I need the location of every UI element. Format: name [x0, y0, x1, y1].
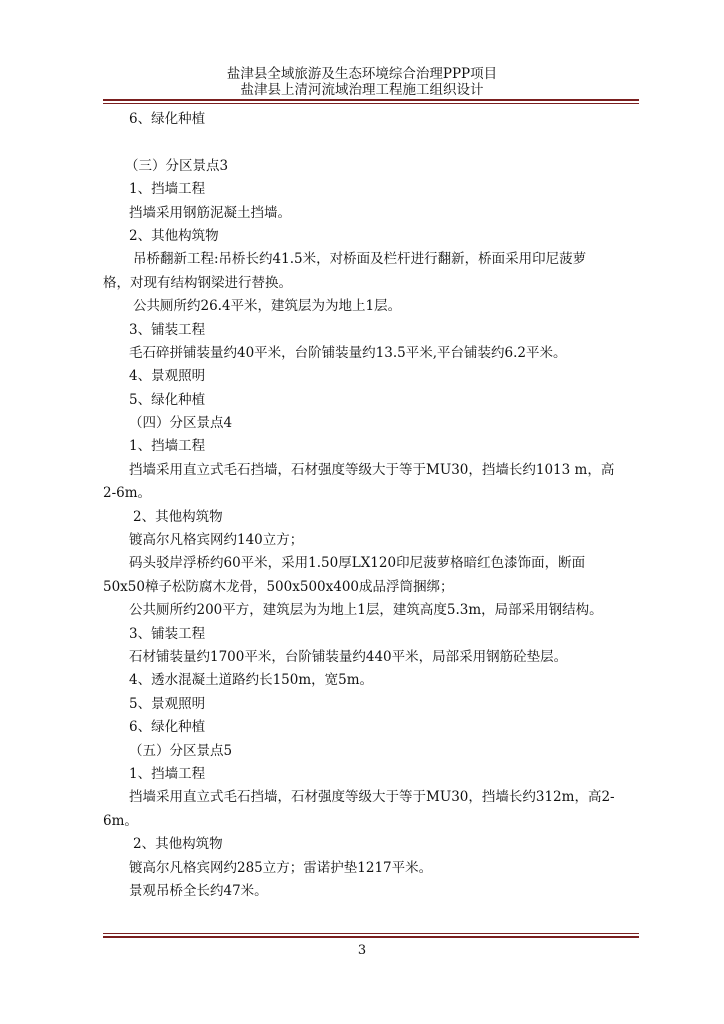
- header-divider-thin: [103, 103, 639, 104]
- text-line: 3、铺装工程: [129, 321, 206, 338]
- text-line: 挡墙采用直立式毛石挡墙，石材强度等级大于等于MU30，挡墙长约312m，高2-: [129, 789, 615, 806]
- text-line: 3、铺装工程: [129, 625, 206, 642]
- text-line: 1、挡墙工程: [129, 181, 206, 198]
- footer-divider: [103, 936, 639, 938]
- footer-divider-thin: [103, 933, 639, 934]
- text-line: （三）分区景点3: [125, 157, 229, 174]
- text-line: 6、绿化种植: [129, 719, 206, 736]
- text-line: 5、景观照明: [129, 695, 206, 712]
- text-line: 50x50樟子松防腐木龙骨，500x500x400成品浮筒捆绑；: [103, 578, 454, 595]
- text-line: 2-6m。: [103, 485, 152, 502]
- text-line: 码头驳岸浮桥约60平米，采用1.50厚LX120印尼菠萝格暗红色漆饰面，断面: [129, 555, 586, 572]
- text-line: 1、挡墙工程: [129, 765, 206, 782]
- text-line: 毛石碎拼铺装量约40平米，台阶铺装量约13.5平米,平台铺装约6.2平米。: [129, 344, 567, 361]
- text-line: 2、其他构筑物: [133, 836, 223, 853]
- text-line: 公共厕所约200平方，建筑层为为地上1层，建筑高度5.3m，局部采用钢结构。: [129, 602, 603, 619]
- header-divider: [103, 99, 639, 101]
- page-number: 3: [357, 943, 367, 958]
- page-header: [0, 66, 724, 98]
- text-line: 吊桥翻新工程:吊桥长约41.5米，对桥面及栏杆进行翻新，桥面采用印尼菠萝: [133, 251, 587, 268]
- header-project-title: 盐津县全域旅游及生态环境综合治理PPP项目: [226, 66, 498, 82]
- text-line: 6、绿化种植: [129, 111, 206, 127]
- text-line: 挡墙采用直立式毛石挡墙，石材强度等级大于等于MU30，挡墙长约1013 m，高: [129, 461, 615, 478]
- text-line: 镀高尔凡格宾网约285立方；雷诺护垫1217平米。: [129, 859, 433, 876]
- text-line: 2、其他构筑物: [133, 508, 223, 525]
- text-line: 挡墙采用钢筋泥凝土挡墙。: [129, 204, 291, 221]
- text-line: 格，对现有结构钢梁进行替换。: [103, 274, 292, 291]
- text-line: 石材铺装量约1700平米，台阶铺装量约440平米，局部采用钢筋砼垫层。: [129, 648, 568, 665]
- text-line: 公共厕所约26.4平米，建筑层为为地上1层。: [133, 298, 402, 315]
- text-line: 5、绿化种植: [129, 391, 206, 408]
- text-line: 4、景观照明: [129, 368, 206, 385]
- text-line: 1、挡墙工程: [129, 438, 206, 455]
- text-line: 6m。: [103, 812, 138, 829]
- text-line: （四）分区景点4: [129, 415, 233, 432]
- text-line: [103, 131, 639, 154]
- header-document-title: 盐津县上清河流域治理工程施工组织设计: [240, 82, 484, 98]
- document-body: [103, 108, 639, 903]
- text-line: 镀高尔凡格宾网约140立方；: [129, 532, 304, 549]
- text-line: （五）分区景点5: [129, 742, 233, 759]
- text-line: 4、透水混凝土道路约长150m，宽5m。: [129, 672, 374, 689]
- text-line: 2、其他构筑物: [129, 227, 219, 244]
- text-line: 景观吊桥全长约47米。: [129, 882, 268, 899]
